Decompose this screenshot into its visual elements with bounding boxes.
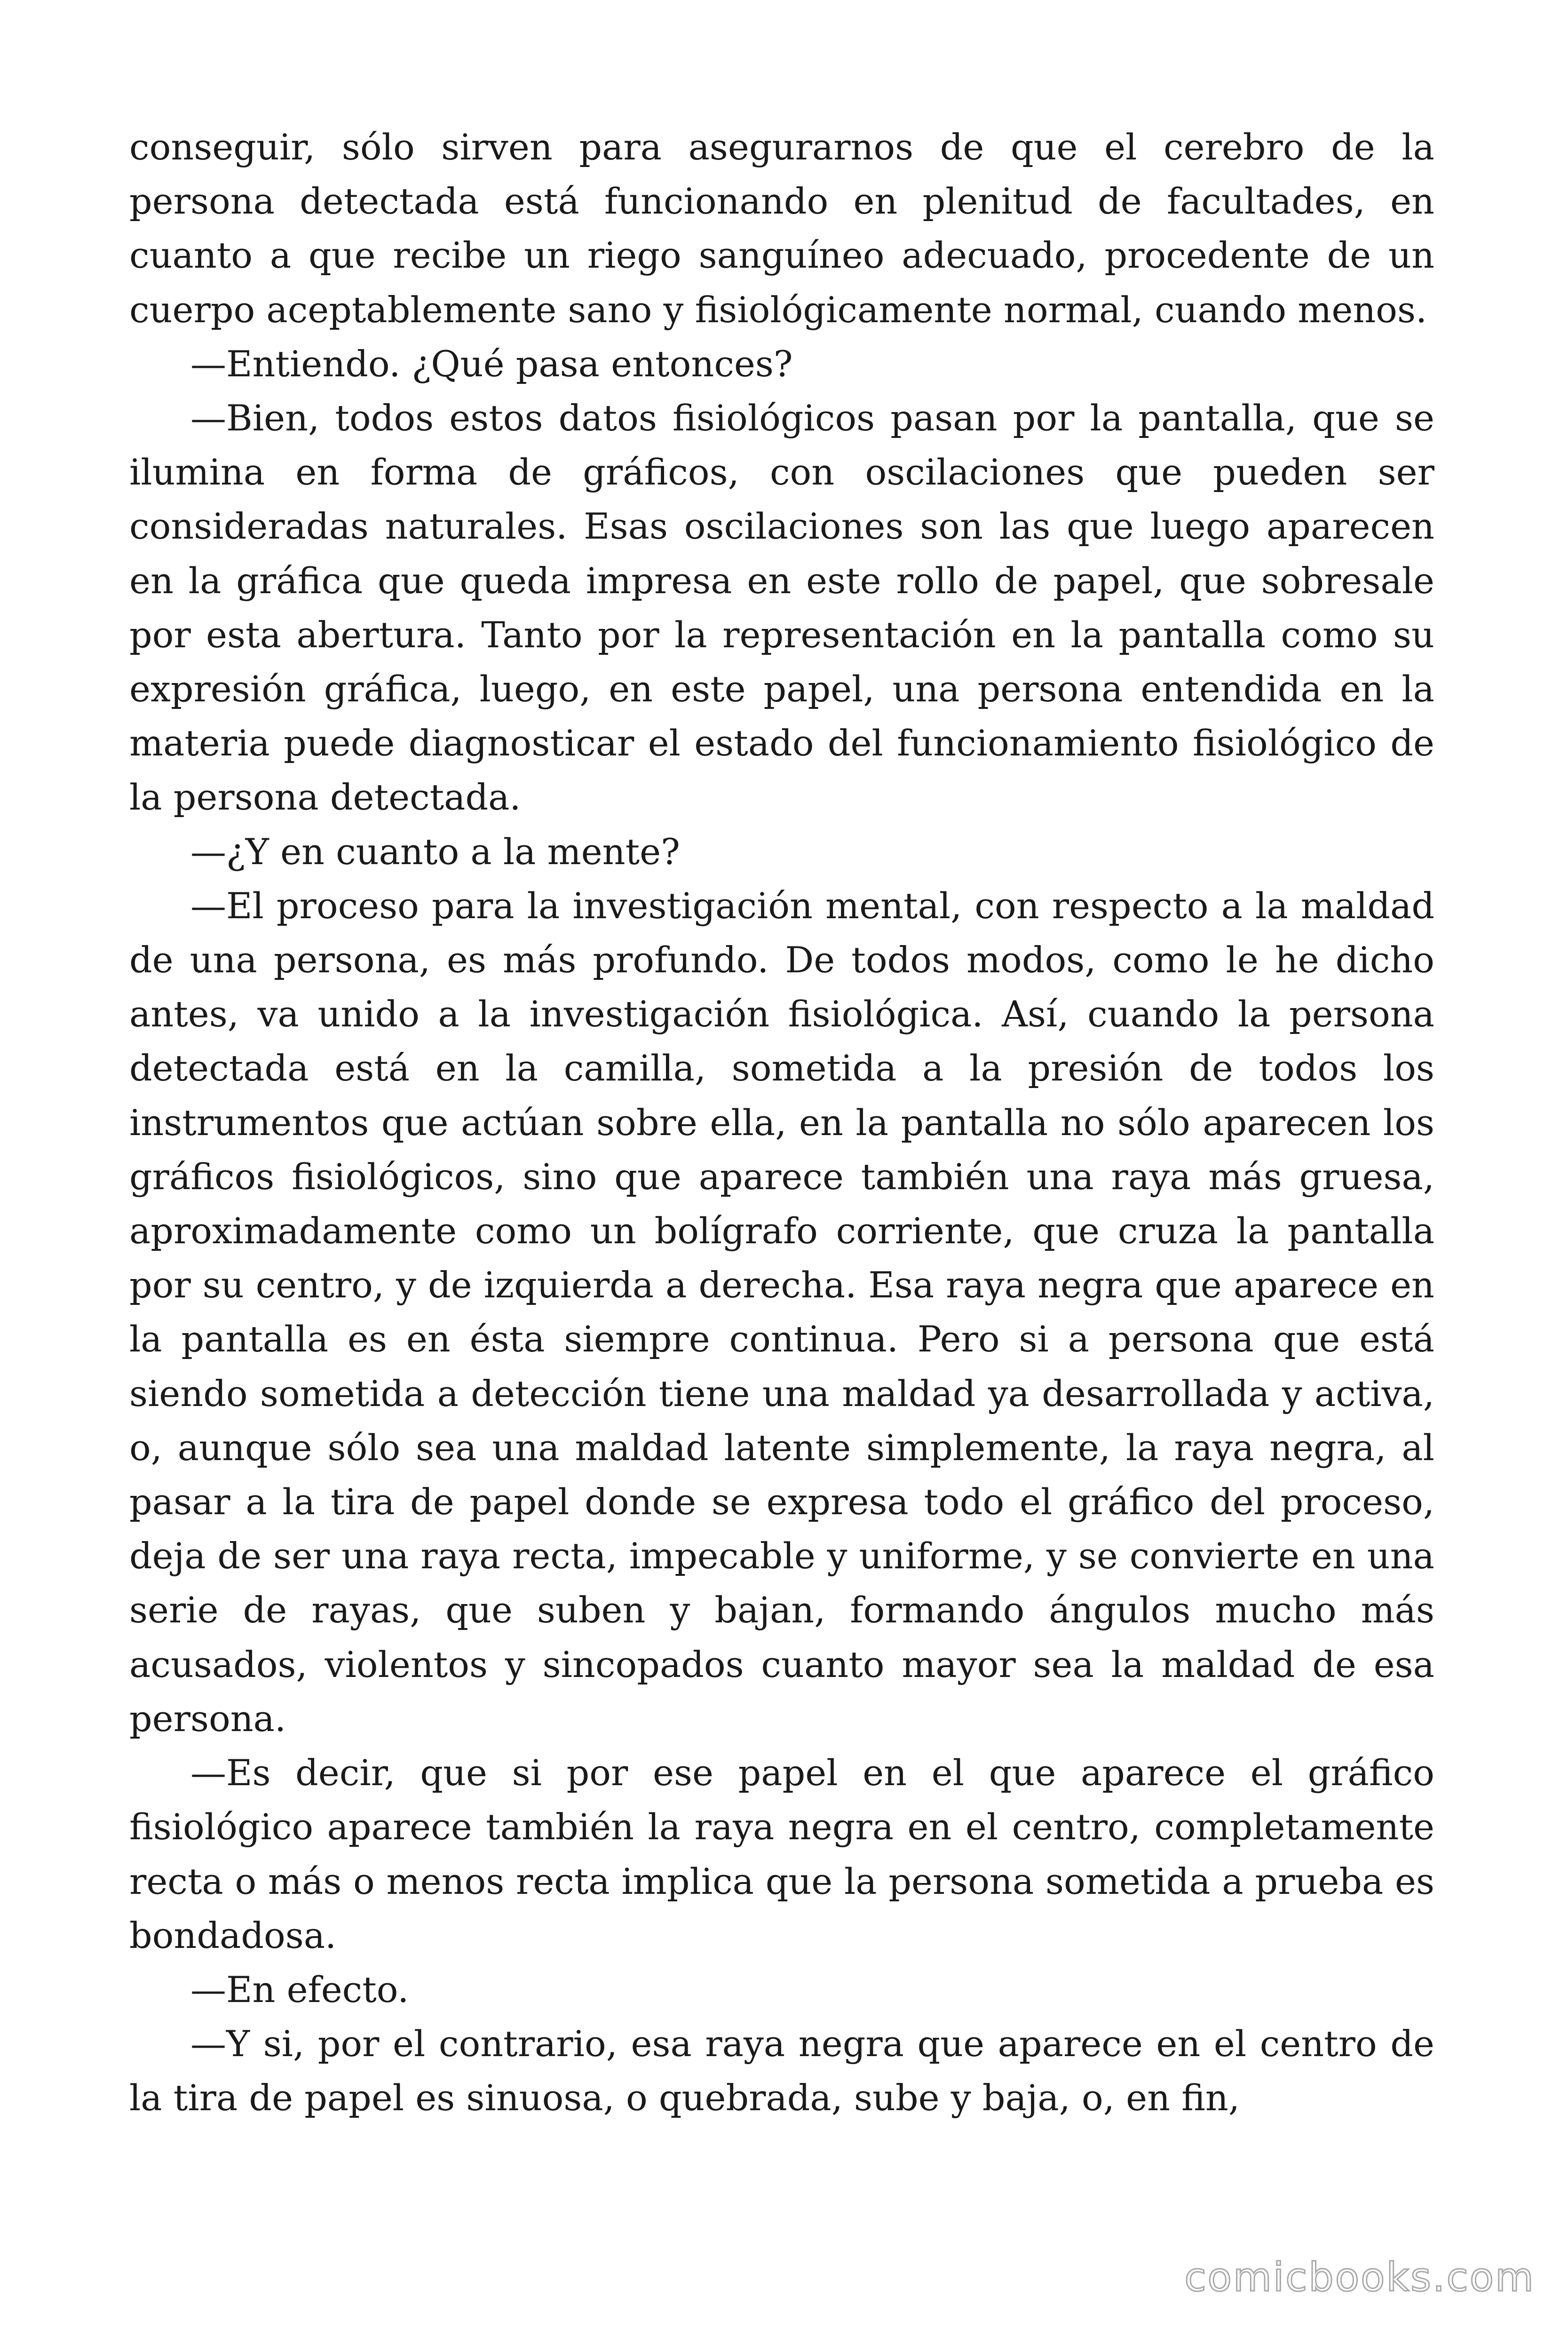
paragraph: —Y si, por el contrario, esa raya negra que aparece en el centro de la tira de papel es sinuosa, o quebrada, sube y baja, o, en fin, (129, 2023, 1434, 2119)
paragraph: —Es decir, que si por ese papel en el que aparece el gráfico fisiológico aparece también la raya negra en el centro, completamente recta o más o menos recta implica que la persona sometida a prueba es bondadosa. (129, 1752, 1434, 1956)
paragraph: —En efecto. (190, 1968, 409, 2010)
paragraph: —Bien, todos estos datos fisiológicos pasan por la pantalla, que se ilumina en forma de gráficos, con oscilaciones que pueden ser consideradas naturales. Esas oscilaciones son las que luego aparecen en la gráfica que queda impresa en este rollo de papel, que sobresale por esta abertura. Tanto por la representación en la pantalla como su expresión gráfica, luego, en este papel, una persona entendida en la materia puede diagnosticar el estado del funcionamiento fisiológico de la persona detectada. (129, 397, 1434, 818)
watermark: comicbooks.com (1184, 2254, 1535, 2300)
paragraph: —El proceso para la investigación mental, con respecto a la maldad de una persona, es más profundo. De todos modos, como le he dicho antes, va unido a la investigación fisiológica. Así, cuando la persona detectada está en la camilla, sometida a la presión de todos los instrumentos que actúan sobre ella, en la pantalla no sólo aparecen los gráficos fisiológicos, sino que aparece también una raya más gruesa, aproximadamente como un bolígrafo corriente, que cruza la pantalla por su centro, y de izquierda a derecha. Esa raya negra que aparece en la pantalla es en ésta siempre continua. Pero si a persona que está siendo sometida a detección tiene una maldad ya desarrollada y activa, o, aunque sólo sea una maldad latente simplemente, la raya negra, al pasar a la tira de papel donde se expresa todo el gráfico del proceso, deja de ser una raya recta, impecable y uniforme, y se convierte en una serie de rayas, que suben y bajan, formando ángulos mucho más acusados, violentos y sincopados cuanto mayor sea la maldad de esa persona. (129, 884, 1434, 1740)
paragraph: —¿Y en cuanto a la mente? (190, 830, 680, 873)
paragraph: —Entiendo. ¿Qué pasa entonces? (190, 342, 793, 385)
paragraph: conseguir, sólo sirven para asegurarnos de que el cerebro de la persona detectada está funcionando en plenitud de facultades, en cuanto a que recibe un riego sanguíneo adecuado, procedente de un cuerpo aceptablemente sano y fisiológicamente normal, cuando menos. (129, 126, 1434, 331)
body-text (129, 120, 1434, 2125)
